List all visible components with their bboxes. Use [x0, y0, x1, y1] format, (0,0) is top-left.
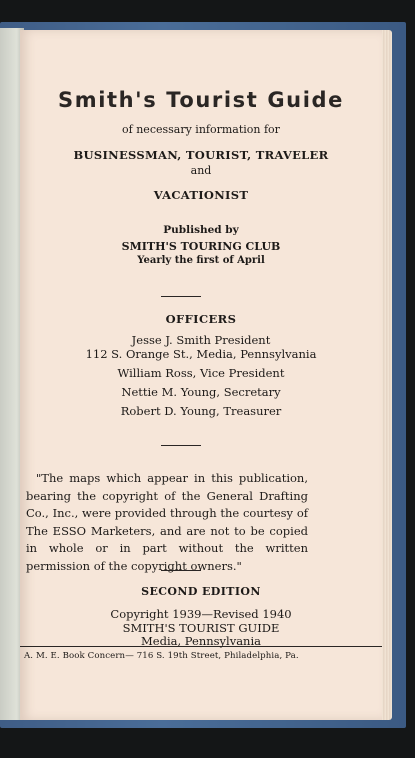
officer-president: Jesse J. Smith President [131, 333, 271, 347]
published-by: Published by [163, 224, 239, 236]
copyright-notice: "The maps which appear in this publication, bearing the copyright of the General Drafting Co., Inc., were provided through the courtesy of The ESSO Marketers, and are not to be copied in whole or in part without the written permission of the copyright owners." [26, 471, 308, 573]
officers-heading: OFFICERS [165, 312, 237, 326]
officer-vice-president: William Ross, Vice President [117, 366, 285, 380]
footer-rule [20, 646, 382, 647]
edition-copyright: Copyright 1939—Revised 1940 [110, 607, 292, 621]
publication-schedule: Yearly the first of April [137, 255, 265, 266]
printer-line: A. M. E. Book Concern— 716 S. 19th Street, Philadelphia, Pa. [24, 651, 299, 661]
edition-guide-name: SMITH'S TOURIST GUIDE [122, 621, 280, 635]
audience-and: and [190, 164, 212, 177]
edition-place: Media, Pennsylvania [141, 634, 261, 648]
edition-heading: SECOND EDITION [141, 585, 261, 598]
divider-2 [161, 445, 201, 446]
guide-title: Smith's Tourist Guide [57, 88, 344, 112]
title-page [20, 30, 382, 720]
divider-1 [161, 296, 201, 297]
guide-subtitle: of necessary information for [122, 123, 280, 136]
divider-3 [161, 570, 201, 571]
president-address: 112 S. Orange St., Media, Pennsylvania [85, 347, 317, 361]
officer-treasurer: Robert D. Young, Treasurer [120, 404, 282, 418]
publisher-club: SMITH'S TOURING CLUB [121, 240, 281, 253]
audience-line-2: VACATIONIST [153, 188, 249, 202]
audience-line-1: BUSINESSMAN, TOURIST, TRAVELER [73, 148, 329, 162]
officer-secretary: Nettie M. Young, Secretary [121, 385, 281, 399]
